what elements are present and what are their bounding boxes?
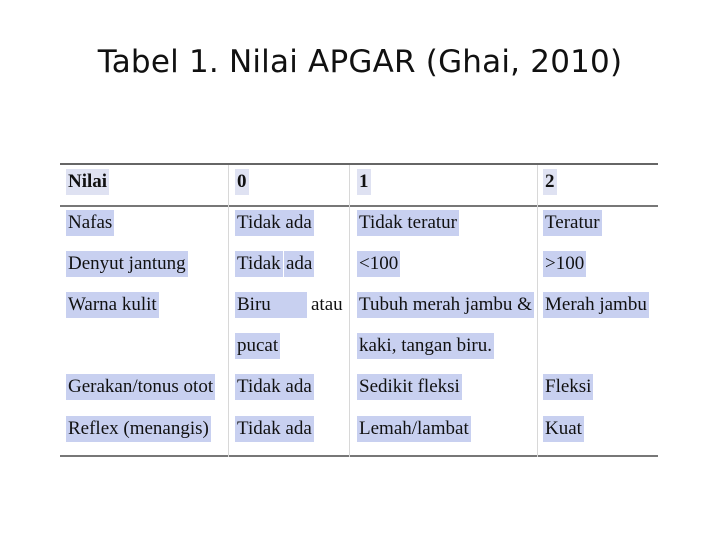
header-cell-0: 0 (235, 169, 249, 195)
row-label-warna-kulit: Warna kulit (66, 292, 159, 318)
table-cell-fragment: Tubuh merah jambu & (357, 292, 534, 318)
table-cell: >100 (543, 251, 586, 277)
table-top-rule (60, 163, 658, 165)
table-cell: Tidak teratur (357, 210, 459, 236)
column-divider (537, 165, 538, 457)
row-label-nafas: Nafas (66, 210, 114, 236)
table-bottom-rule (60, 455, 658, 457)
table-cell: Merah jambu (543, 292, 649, 318)
table-cell: Tidak ada (235, 374, 314, 400)
header-cell-1: 1 (357, 169, 371, 195)
table-cell: Teratur (543, 210, 602, 236)
table-cell-fragment: Tidak (235, 251, 283, 277)
row-label-reflex: Reflex (menangis) (66, 416, 211, 442)
table-header-rule (60, 205, 658, 207)
row-label-denyut-jantung: Denyut jantung (66, 251, 188, 277)
column-divider (228, 165, 229, 457)
table-cell-fragment: pucat (235, 333, 280, 359)
slide-title: Tabel 1. Nilai APGAR (Ghai, 2010) (97, 44, 623, 80)
header-cell-2: 2 (543, 169, 557, 195)
header-cell-nilai: Nilai (66, 169, 109, 195)
row-label-gerakan: Gerakan/tonus otot (66, 374, 215, 400)
table-cell: Fleksi (543, 374, 593, 400)
table-cell: Lemah/lambat (357, 416, 471, 442)
table-cell: <100 (357, 251, 400, 277)
table-cell-fragment: Biru (235, 292, 307, 318)
table-cell-fragment: atau (311, 294, 343, 315)
apgar-table (60, 160, 658, 458)
table-cell-fragment: kaki, tangan biru. (357, 333, 494, 359)
table-cell: Kuat (543, 416, 584, 442)
table-cell: Tidak ada (235, 416, 314, 442)
table-cell: Sedikit fleksi (357, 374, 462, 400)
table-cell: Tidak ada (235, 210, 314, 236)
column-divider (349, 165, 350, 457)
table-cell-fragment: ada (284, 251, 314, 277)
